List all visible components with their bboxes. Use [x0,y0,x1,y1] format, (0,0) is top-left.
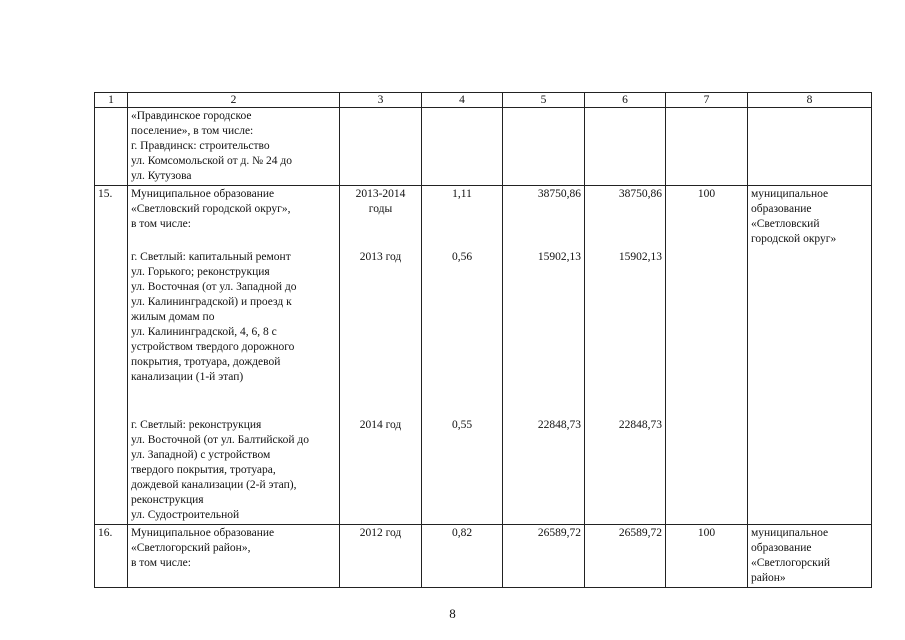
header-cell-5: 5 [503,93,585,108]
row-number: 15. [95,186,128,249]
row-regional: 15902,13 [585,249,666,417]
row-description: г. Светлый: капитальный ремонт ул. Горького; реконструкция ул. Восточная (от ул. Западной до ул. Калининградской) и проезд к жилым домам по ул. Калининградской, 4, 6, 8 с устройством твердого дорожного покрытия, тротуара, дождевой канализации (1-й этап) [128,249,340,417]
table-row-15 [95,186,872,249]
row-length: 1,11 [422,186,503,249]
row-description: Муниципальное образование «Светлогорский район», в том числе: [128,525,340,588]
page-number: 8 [449,606,456,621]
row-total: 15902,13 [503,249,585,417]
program-table [94,92,872,588]
row-regional: 22848,73 [585,417,666,525]
header-cell-6: 6 [585,93,666,108]
header-cell-7: 7 [666,93,748,108]
table-row-15a [95,249,872,417]
row-total: 38750,86 [503,186,585,249]
table-row-16 [95,525,872,588]
header-row [95,93,872,108]
row-total: 26589,72 [503,525,585,588]
row-length: 0,56 [422,249,503,417]
row-years: 2014 год [340,417,422,525]
row-percent: 100 [666,186,748,249]
row-length: 0,55 [422,417,503,525]
row-years: 2012 год [340,525,422,588]
row-total: 22848,73 [503,417,585,525]
row-regional: 26589,72 [585,525,666,588]
row-regional: 38750,86 [585,186,666,249]
header-cell-2: 2 [128,93,340,108]
header-cell-8: 8 [748,93,872,108]
header-cell-1: 1 [95,93,128,108]
table-row-continuation [95,108,872,186]
header-cell-3: 3 [340,93,422,108]
row-years: 2013-2014 годы [340,186,422,249]
header-cell-4: 4 [422,93,503,108]
row-years: 2013 год [340,249,422,417]
table-row-15b [95,417,872,525]
row-recipient: муниципальное образование «Светловский городской округ» [748,186,872,249]
row-number: 16. [95,525,128,588]
continuation-description: «Правдинское городское поселение», в том числе: г. Правдинск: строительство ул. Комсомольской от д. № 24 до ул. Кутузова [128,108,340,186]
row-description: Муниципальное образование «Светловский городской округ», в том числе: [128,186,340,249]
row-recipient: муниципальное образование «Светлогорский район» [748,525,872,588]
row-length: 0,82 [422,525,503,588]
row-description: г. Светлый: реконструкция ул. Восточной (от ул. Балтийской до ул. Западной) с устройством твердого покрытия, тротуара, дождевой канализации (2-й этап), реконструкция ул. Судостроительной [128,417,340,525]
row-percent: 100 [666,525,748,588]
